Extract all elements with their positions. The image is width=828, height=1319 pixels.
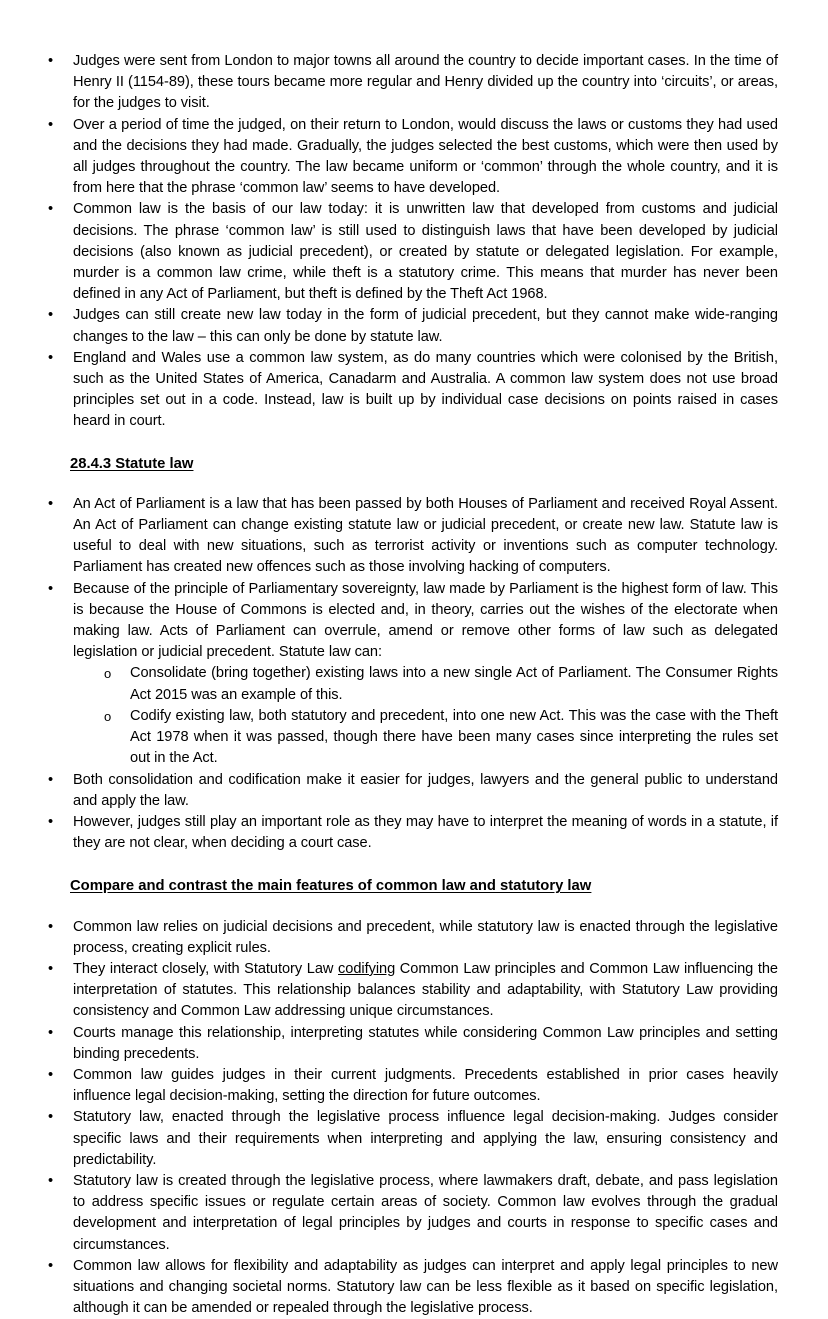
bullet-marker-icon: • (48, 580, 54, 597)
list-item-text: Common law relies on judicial decisions and precedent, while statutory law is enacted through the legislative process, creating explicit rules. (73, 918, 778, 956)
list-item-text: England and Wales use a common law system, as do many countries which were colonised by the British, such as the United States of America, Canadarm and Australia. A common law system does not use broad principles set out in a code. Instead, law is built up by individual case decisions on points raised in cases heard in court. (73, 349, 778, 430)
list-item-text: However, judges still play an important role as they may have to interpret the meaning of words in a statute, if they are not clear, when deciding a court case. (73, 813, 778, 852)
list-item (0, 706, 828, 770)
bullet-marker-icon: • (48, 1257, 54, 1274)
list-item-text: Common law is the basis of our law today: it is unwritten law that developed from customs and judicial decisions. The phrase ‘common law’ is still used to distinguish laws that have been developed by judicial decisions (also known as judicial precedent), or created by statute or delegated legislation. For example, murder is a common law crime, while theft is a statutory crime. This means that murder has never been defined in any Act of Parliament, but theft is defined by the Theft Act 1968. (73, 201, 778, 303)
block-spacer (0, 854, 828, 876)
list-item-text: Judges can still create new law today in the form of judicial precedent, but they cannot make wide-ranging changes to the law – this can only be done by statute law. (73, 307, 778, 345)
bullet-marker-icon: • (48, 201, 54, 218)
bullet-marker-icon: • (48, 813, 54, 830)
list-item-text: Common law allows for flexibility and adaptability as judges can interpret and apply legal principles to new situations and changing societal norms. Statutory law can be less flexible as it based on specific legislation, although it can be amended or repealed through the legislative process. (73, 1257, 778, 1317)
list-item-text: Both consolidation and codification make it easier for judges, lawyers and the general public to understand and apply the law. (73, 771, 778, 809)
bullet-list-statute-law (0, 494, 828, 664)
section-heading-compare-contrast (0, 876, 828, 897)
list-item (0, 1023, 828, 1065)
list-item-text: They interact closely, with Statutory Law codifying Common Law principles and Common Law influencing the interpretation of statutes. This relationship balances stability and adaptability, with Statutory Law providing consistency and Common Law addressing unique circumstances. (73, 960, 778, 1020)
section-heading-statute-law (0, 454, 828, 475)
top-margin (0, 0, 828, 51)
list-item (0, 579, 828, 664)
bullet-marker-icon: • (48, 771, 54, 788)
underlined-term: codifying (338, 960, 396, 977)
bullet-marker-icon: • (48, 1172, 54, 1189)
bullet-marker-icon: • (48, 307, 54, 324)
block-spacer (0, 898, 828, 917)
list-item (0, 663, 828, 705)
block-spacer (0, 475, 828, 494)
list-item (0, 812, 828, 854)
list-item (0, 770, 828, 812)
block-spacer (0, 433, 828, 454)
list-item (0, 199, 828, 305)
bullet-marker-icon: • (48, 1024, 54, 1041)
circle-bullet-marker-icon: o (104, 708, 112, 724)
circle-bullet-marker-icon: o (104, 666, 112, 682)
list-item (0, 1107, 828, 1171)
list-item (0, 51, 828, 115)
list-item-text: Courts manage this relationship, interpreting statutes while considering Common Law principles and setting binding precedents. (73, 1024, 778, 1062)
list-item-text: Because of the principle of Parliamentary sovereignty, law made by Parliament is the highest form of law. This is because the House of Commons is elected and, in theory, carries out the wishes of the electorate when making law. Acts of Parliament can overrule, amend or remove other forms of law such as delegated legislation or judicial precedent. Statute law can: (73, 580, 778, 661)
list-item-text: Statutory law is created through the legislative process, where lawmakers draft, debate, and pass legislation to address specific issues or regulate certain areas of society. Common law evolves through the gradual development and interpretation of legal principles by judges and courts in response to specific cases and circumstances. (73, 1172, 778, 1253)
list-item-text: Common law guides judges in their current judgments. Precedents established in prior cases heavily influence legal decision-making, setting the direction for future outcomes. (73, 1066, 778, 1105)
section-heading-text: 28.4.3 Statute law (70, 455, 194, 472)
list-item (0, 348, 828, 433)
list-item (0, 917, 828, 959)
list-item-text: Codify existing law, both statutory and precedent, into one new Act. This was the case with the Theft Act 1978 when it was passed, though there have been many cases since interpreting the rules set out in the Act. (130, 707, 778, 767)
list-item (0, 959, 828, 1023)
bullet-marker-icon: • (48, 960, 54, 977)
list-item (0, 305, 828, 347)
list-item-text: Statutory law, enacted through the legislative process influence legal decision-making. Judges consider specific laws and their requirements when interpreting and applying the law, ensuring consistency and predictability. (73, 1109, 778, 1168)
bullet-marker-icon: • (48, 1066, 54, 1083)
list-item (0, 1256, 828, 1319)
list-item (0, 1171, 828, 1256)
list-item-text: Consolidate (bring together) existing laws into a new single Act of Parliament. The Consumer Rights Act 2015 was an example of this. (130, 665, 778, 703)
sub-bullet-list-statute-law-can (0, 663, 828, 769)
list-item-text: Judges were sent from London to major towns all around the country to decide important cases. In the time of Henry II (1154-89), these tours became more regular and Henry divided up the country into ‘circuits’, or areas, for the judges to visit. (73, 53, 778, 112)
list-item (0, 1065, 828, 1107)
list-item-text: An Act of Parliament is a law that has been passed by both Houses of Parliament and received Royal Assent. An Act of Parliament can change existing statute law or judicial precedent, or create new law. Statute law is useful to deal with new situations, such as terrorist activity or inventions such as computer technology. Parliament has created new offences such as those involving hacking of computers. (73, 495, 778, 576)
bullet-list-consolidation (0, 770, 828, 855)
bullet-marker-icon: • (48, 349, 54, 366)
bullet-marker-icon: • (48, 1109, 54, 1126)
list-item-text: Over a period of time the judged, on their return to London, would discuss the laws or customs they had used and the decisions they had made. Gradually, the judges selected the best customs, which were then used by all judges throughout the country. The law became uniform or ‘common’ through the whole country, and it is from here that the phrase ‘common law’ seems to have developed. (73, 116, 778, 197)
bullet-marker-icon: • (48, 53, 54, 69)
section-heading-text: Compare and contrast the main features of common law and statutory law (70, 878, 592, 895)
bullet-list-compare-contrast (0, 917, 828, 1319)
bullet-marker-icon: • (48, 116, 54, 133)
bullet-marker-icon: • (48, 918, 54, 935)
list-item (0, 115, 828, 200)
bullet-marker-icon: • (48, 495, 54, 512)
list-item (0, 494, 828, 579)
bullet-list-common-law (0, 51, 828, 433)
